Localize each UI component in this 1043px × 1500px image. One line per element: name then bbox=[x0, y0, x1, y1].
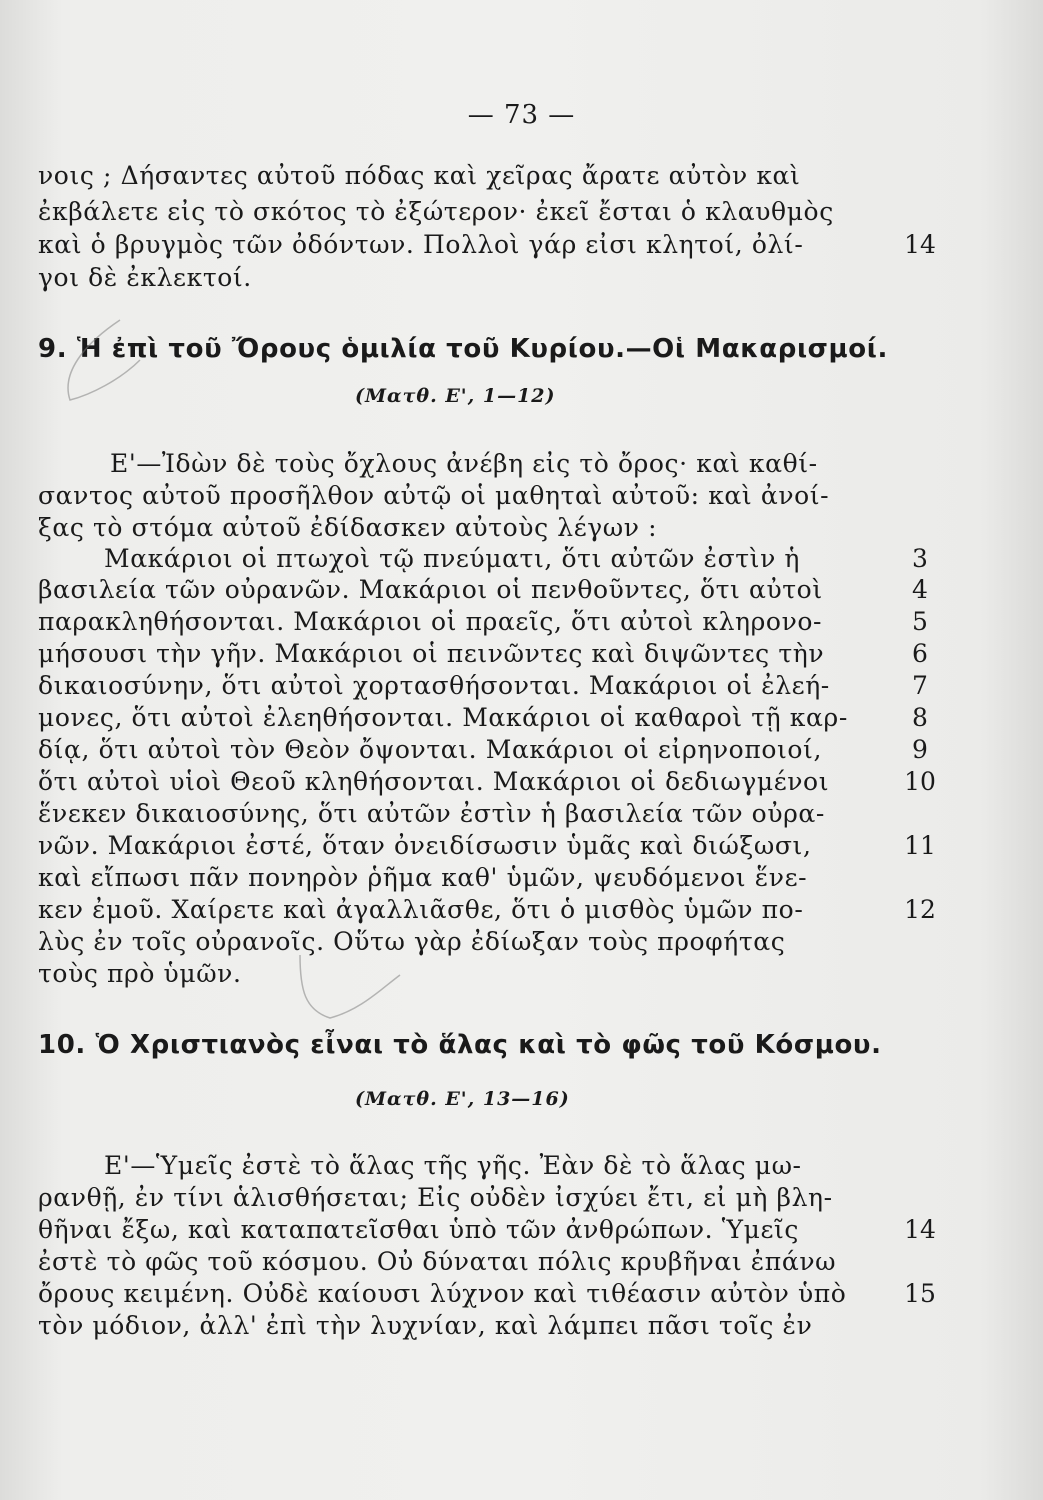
verse-number: 12 bbox=[904, 895, 936, 924]
text-line: καὶ ὁ βρυγμὸς τῶν ὀδόντων. Πολλοὶ γάρ εἰσι κλητοί, ὀλί- bbox=[38, 230, 804, 259]
text-line: ἐστὲ τὸ φῶς τοῦ κόσμου. Οὐ δύναται πόλις κρυβῆναι ἐπάνω bbox=[38, 1247, 837, 1276]
text-line: ὅτι αὐτοὶ υἱοὶ Θεοῦ κληθήσονται. Μακάριοι οἱ δεδιωγμένοι bbox=[38, 767, 830, 796]
text-line: ἕνεκεν δικαιοσύνης, ὅτι αὐτῶν ἐστὶν ἡ βασιλεία τῶν οὐρα- bbox=[38, 799, 825, 828]
section-heading: 10. Ὁ Χριστιανὸς εἶναι τὸ ἅλας καὶ τὸ φῶς τοῦ Κόσμου. bbox=[38, 1030, 882, 1060]
verse-number: 5 bbox=[912, 607, 928, 636]
verse-number: 14 bbox=[904, 230, 936, 259]
verse-number: 14 bbox=[904, 1215, 936, 1244]
text-line: Ε'—Ὑμεῖς ἐστὲ τὸ ἅλας τῆς γῆς. Ἐὰν δὲ τὸ ἅλας μω- bbox=[104, 1151, 802, 1180]
text-line: Μακάριοι οἱ πτωχοὶ τῷ πνεύματι, ὅτι αὐτῶν ἐστὶν ἡ bbox=[104, 544, 800, 573]
verse-number: 7 bbox=[912, 671, 928, 700]
section-heading: 9. Ἡ ἐπὶ τοῦ Ὄρους ὁμιλία τοῦ Κυρίου.—Οἱ Μακαρισμοί. bbox=[38, 334, 888, 364]
text-line: λὺς ἐν τοῖς οὐρανοῖς. Οὕτω γὰρ ἐδίωξαν τοὺς προφήτας bbox=[38, 927, 786, 956]
text-line: Ε'—Ἰδὼν δὲ τοὺς ὄχλους ἀνέβη εἰς τὸ ὄρος· καὶ καθί- bbox=[110, 449, 818, 478]
text-line: ἐκβάλετε εἰς τὸ σκότος τὸ ἐξώτερον· ἐκεῖ ἔσται ὁ κλαυθμὸς bbox=[38, 197, 834, 226]
text-line: νῶν. Μακάριοι ἐστέ, ὅταν ὀνειδίσωσιν ὑμᾶς καὶ διώξωσι, bbox=[38, 831, 812, 860]
page-number: — 73 — bbox=[467, 100, 576, 130]
verse-number: 9 bbox=[912, 735, 928, 764]
text-line: ὄρους κειμένη. Οὐδὲ καίουσι λύχνον καὶ τιθέασιν αὐτὸν ὑπὸ bbox=[38, 1279, 847, 1308]
pencil-stroke bbox=[68, 320, 140, 400]
text-line: μήσουσι τὴν γῆν. Μακάριοι οἱ πεινῶντες καὶ διψῶντες τὴν bbox=[38, 639, 825, 668]
scripture-reference: (Ματθ. Ε', 13—16) bbox=[355, 1088, 570, 1110]
text-line: τὸν μόδιον, ἀλλ' ἐπὶ τὴν λυχνίαν, καὶ λάμπει πᾶσι τοῖς ἐν bbox=[38, 1311, 813, 1340]
text-line: κεν ἐμοῦ. Χαίρετε καὶ ἀγαλλιᾶσθε, ὅτι ὁ μισθὸς ὑμῶν πο- bbox=[38, 895, 804, 924]
text-line: δικαιοσύνην, ὅτι αὐτοὶ χορτασθήσονται. Μακάριοι οἱ ἐλεή- bbox=[38, 671, 830, 700]
text-line: γοι δὲ ἐκλεκτοί. bbox=[38, 263, 252, 292]
text-line: μονες, ὅτι αὐτοὶ ἐλεηθήσονται. Μακάριοι οἱ καθαροὶ τῇ καρ- bbox=[38, 703, 848, 732]
verse-number: 6 bbox=[912, 639, 928, 668]
verse-number: 3 bbox=[912, 544, 928, 573]
text-line: θῆναι ἔξω, καὶ καταπατεῖσθαι ὑπὸ τῶν ἀνθρώπων. Ὑμεῖς bbox=[38, 1215, 800, 1244]
verse-number: 10 bbox=[904, 767, 936, 796]
scripture-reference: (Ματθ. Ε', 1—12) bbox=[355, 385, 556, 407]
text-line: ξας τὸ στόμα αὐτοῦ ἐδίδασκεν αὐτοὺς λέγων : bbox=[38, 513, 658, 542]
text-line: δίᾳ, ὅτι αὐτοὶ τὸν Θεὸν ὄψονται. Μακάριοι οἱ εἰρηνοποιοί, bbox=[38, 735, 823, 764]
text-line: νοις ; Δήσαντες αὐτοῦ πόδας καὶ χεῖρας ἄρατε αὐτὸν καὶ bbox=[38, 161, 801, 190]
text-line: βασιλεία τῶν οὐρανῶν. Μακάριοι οἱ πενθοῦντες, ὅτι αὐτοὶ bbox=[38, 575, 823, 604]
text-line: τοὺς πρὸ ὑμῶν. bbox=[38, 959, 242, 988]
pencil-stroke bbox=[300, 955, 400, 1018]
text-line: ρανθῇ, ἐν τίνι ἁλισθήσεται; Εἰς οὐδὲν ἰσχύει ἔτι, εἰ μὴ βλη- bbox=[38, 1183, 833, 1212]
verse-number: 8 bbox=[912, 703, 928, 732]
text-line: παρακληθήσονται. Μακάριοι οἱ πραεῖς, ὅτι αὐτοὶ κληρονο- bbox=[38, 607, 823, 636]
verse-number: 15 bbox=[904, 1279, 936, 1308]
text-line: σαντος αὐτοῦ προσῆλθον αὐτῷ οἱ μαθηταὶ αὐτοῦ: καὶ ἀνοί- bbox=[38, 481, 830, 510]
verse-number: 4 bbox=[912, 575, 928, 604]
text-line: καὶ εἴπωσι πᾶν πονηρὸν ῥῆμα καθ' ὑμῶν, ψευδόμενοι ἕνε- bbox=[38, 863, 808, 892]
verse-number: 11 bbox=[904, 831, 936, 860]
